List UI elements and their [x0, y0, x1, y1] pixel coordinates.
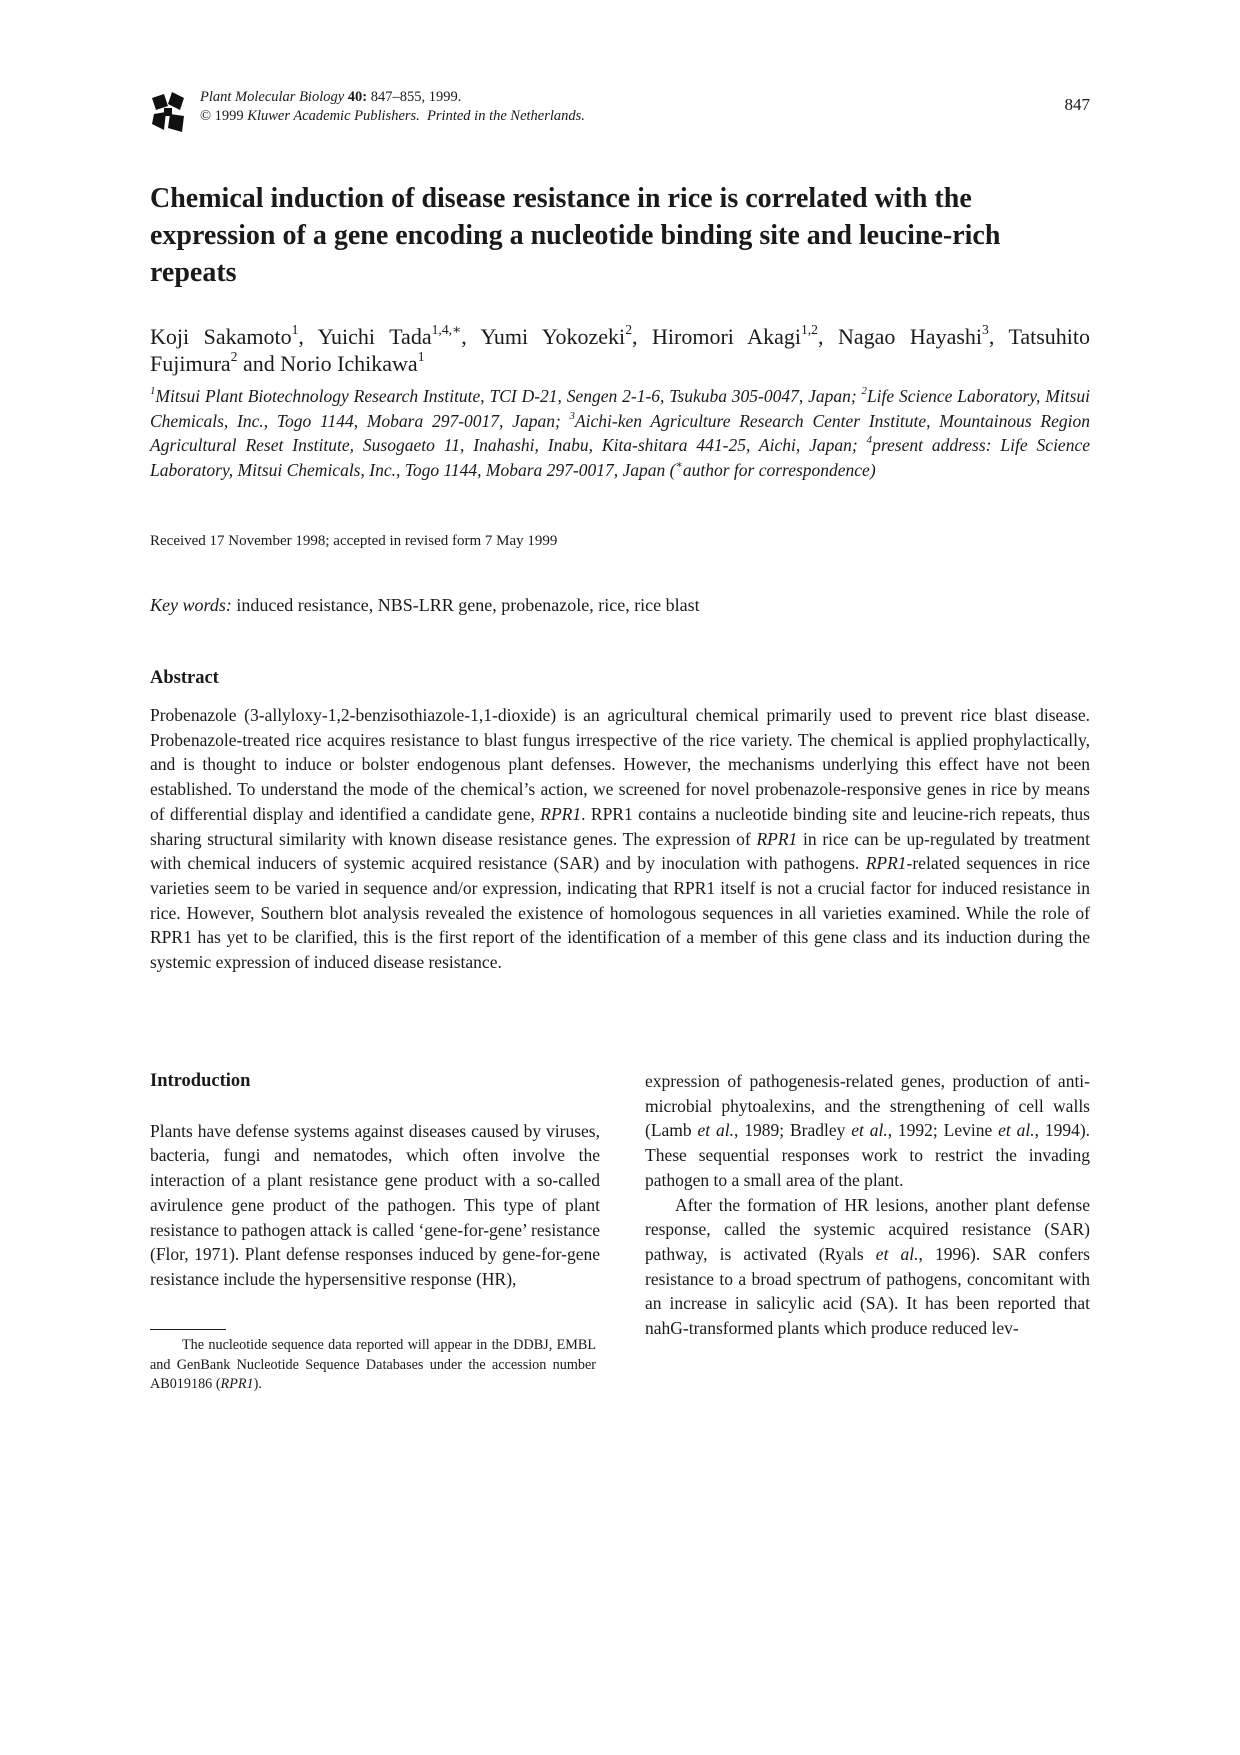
- footnote-run: The nucleotide sequence data reported will appear in the DDBJ, EMBL and GenBank Nucleotide Sequence Databases under the accession number AB019186 (: [150, 1337, 596, 1392]
- intro-run: et al.: [875, 1243, 919, 1264]
- author-superscript: 1: [417, 349, 425, 365]
- abstract-text: [150, 703, 1090, 975]
- intro-run: expression of pathogenesis-related genes, production of anti-microbial phytoalexins, and the strengthening of cell walls (Lamb: [645, 1071, 1090, 1141]
- author-superscript: 2: [625, 322, 632, 338]
- journal-line-1: [200, 88, 585, 107]
- abstract-run: . RPR1 contains a nucleotide binding site and leucine-rich repeats, thus sharing structural similarity with known disease resistance genes. The expression of: [150, 803, 1090, 849]
- author-separator: ,: [817, 324, 838, 349]
- affiliation-superscript: ∗: [675, 458, 683, 471]
- affiliation-text: Life Science Laboratory, Mitsui Chemicals, Inc., Togo 1144, Mobara 297-0017, Japan;: [150, 386, 1090, 431]
- intro-run: , 1996). SAR confers resistance to a broad spectrum of pathogens, concomitant with an increase in salicylic acid (SA). It has been reported that nahG-transformed plants which produce reduced lev-: [645, 1243, 1090, 1339]
- footnote: [150, 1336, 596, 1395]
- author-name: Hiromori Akagi: [652, 324, 801, 349]
- introduction-heading: Introduction: [150, 1071, 251, 1091]
- author-superscript: 1,2: [800, 322, 818, 338]
- page-number: 847: [1064, 95, 1090, 114]
- journal-volume: 40:: [347, 89, 368, 105]
- author-superscript: 1,4,∗: [431, 322, 462, 338]
- author-name: Nagao Hayashi: [838, 324, 983, 349]
- journal-citation: [200, 88, 585, 126]
- intro-run: , 1994). These sequential responses work to restrict the invading pathogen to a small area of the plant.: [645, 1120, 1091, 1190]
- intro-run: After the formation of HR lesions, another plant defense response, called the systemic acquired resistance (SAR) pathway, is activated (Ryals: [645, 1194, 1090, 1264]
- affiliation-text: Aichi-ken Agriculture Research Center Institute, Mountainous Region Agricultural Reset Institute, Susogaeto 11, Inahashi, Inabu, Kita-shitara 441-25, Aichi, Japan;: [150, 410, 1090, 456]
- intro-paragraph-2: [645, 1069, 1090, 1193]
- intro-run: et al.: [851, 1120, 888, 1141]
- author-name: Koji Sakamoto: [150, 324, 292, 349]
- left-column: [150, 1069, 600, 1292]
- journal-header: [150, 88, 1090, 138]
- abstract-run: in rice can be up-regulated by treatment with chemical inducers of systemic acquired resistance (SAR) and by inoculation with pathogens.: [150, 828, 1090, 874]
- copyright-symbol: ©: [200, 108, 212, 124]
- affiliations: [150, 384, 1090, 482]
- affiliation-superscript: 3: [569, 409, 575, 422]
- author-separator: ,: [632, 324, 653, 349]
- affiliation-superscript: 1: [150, 385, 156, 398]
- author-name: Norio Ichikawa: [280, 351, 418, 376]
- received-date: Received 17 November 1998; accepted in revised form 7 May 1999: [150, 533, 558, 549]
- affiliation-superscript: 4: [866, 434, 873, 447]
- copyright-year: 1999: [214, 108, 244, 124]
- footnote-rule: [150, 1329, 226, 1330]
- affiliation-superscript: 2: [861, 385, 867, 398]
- abstract-run: RPR1: [865, 853, 907, 874]
- intro-run: , 1992; Levine: [887, 1120, 999, 1141]
- author-name: Tatsuhito Fujimura: [150, 324, 1091, 376]
- printed-location: Printed in the Netherlands.: [427, 108, 585, 124]
- affiliation-text: present address: Life Science Laboratory, Mitsui Chemicals, Inc., Togo 1144, Mobara 297-0017, Japan (: [150, 435, 1090, 480]
- intro-paragraph-1: Plants have defense systems against diseases caused by viruses, bacteria, fungi and nematodes, which often involve the interaction of a plant resistance gene product with a so-called avirulence gene product of the pathogen. This type of plant resistance to pathogen attack is called ‘gene-for-gene’ resistance (Flor, 1971). Plant defense responses induced by gene-for-gene resistance include the hypersensitive response (HR),: [150, 1120, 600, 1289]
- author-separator: ,: [988, 324, 1009, 349]
- author-separator: and: [237, 351, 281, 376]
- author-superscript: 1: [291, 322, 299, 338]
- paper-title: Chemical induction of disease resistance in rice is correlated with the expression of a gene encoding a nucleotide binding site and leucine-rich repeats: [150, 183, 1001, 288]
- intro-run: et al.: [697, 1120, 734, 1141]
- publisher-name: Kluwer Academic Publishers.: [247, 108, 420, 124]
- author-separator: ,: [298, 324, 318, 349]
- journal-line-2: [200, 107, 585, 126]
- intro-paragraph-3: [645, 1193, 1090, 1341]
- abstract-run: RPR1: [756, 828, 798, 849]
- author-name: Yumi Yokozeki: [480, 324, 626, 349]
- author-name: Yuichi Tada: [317, 324, 432, 349]
- footnote-run: ).: [253, 1376, 262, 1392]
- abstract-heading: Abstract: [150, 668, 219, 688]
- abstract-run: RPR1: [540, 803, 582, 824]
- publisher-logo-icon: [150, 90, 186, 134]
- author-superscript: 2: [230, 349, 238, 365]
- abstract-run: Probenazole (3-allyloxy-1,2-benzisothiazole-1,1-dioxide) is an agricultural chemical primarily used to prevent rice blast disease. Probenazole-treated rice acquires resistance to blast fungus irrespective of the rice variety. The chemical is applied prophylactically, and is thought to induce or bolster endogenous plant defenses. However, the mechanisms underlying this effect have not been established. To understand the mode of the chemical’s action, we screened for novel probenazole-responsive genes in rice by means of differential display and identified a candidate gene,: [150, 705, 1090, 824]
- journal-name: Plant Molecular Biology: [200, 89, 345, 105]
- affiliation-text: author for correspondence): [682, 459, 876, 480]
- author-superscript: 3: [982, 322, 989, 338]
- affiliation-text: Mitsui Plant Biotechnology Research Institute, TCI D-21, Sengen 2-1-6, Tsukuba 305-0047, Japan;: [155, 386, 862, 406]
- abstract-run: -related sequences in rice varieties seem to be varied in sequence and/or expression, indicating that RPR1 itself is not a crucial factor for induced resistance in rice. However, Southern blot analysis revealed the existence of homologous sequences in all varieties examined. While the role of RPR1 has yet to be clarified, this is the first report of the identification of a member of this gene class and its induction during the systemic expression of induced disease resistance.: [150, 853, 1090, 973]
- author-separator: ,: [461, 324, 481, 349]
- journal-pages-year: 847–855, 1999.: [370, 89, 462, 105]
- footnote-run: RPR1: [220, 1376, 254, 1392]
- intro-run: et al.: [998, 1120, 1035, 1141]
- right-column: [645, 1069, 1090, 1341]
- keywords-text: induced resistance, NBS-LRR gene, probenazole, rice, rice blast: [231, 595, 700, 615]
- author-list: [150, 323, 1090, 377]
- keywords: [150, 595, 700, 616]
- keywords-label: Key words:: [150, 595, 232, 615]
- intro-run: , 1989; Bradley: [734, 1120, 852, 1141]
